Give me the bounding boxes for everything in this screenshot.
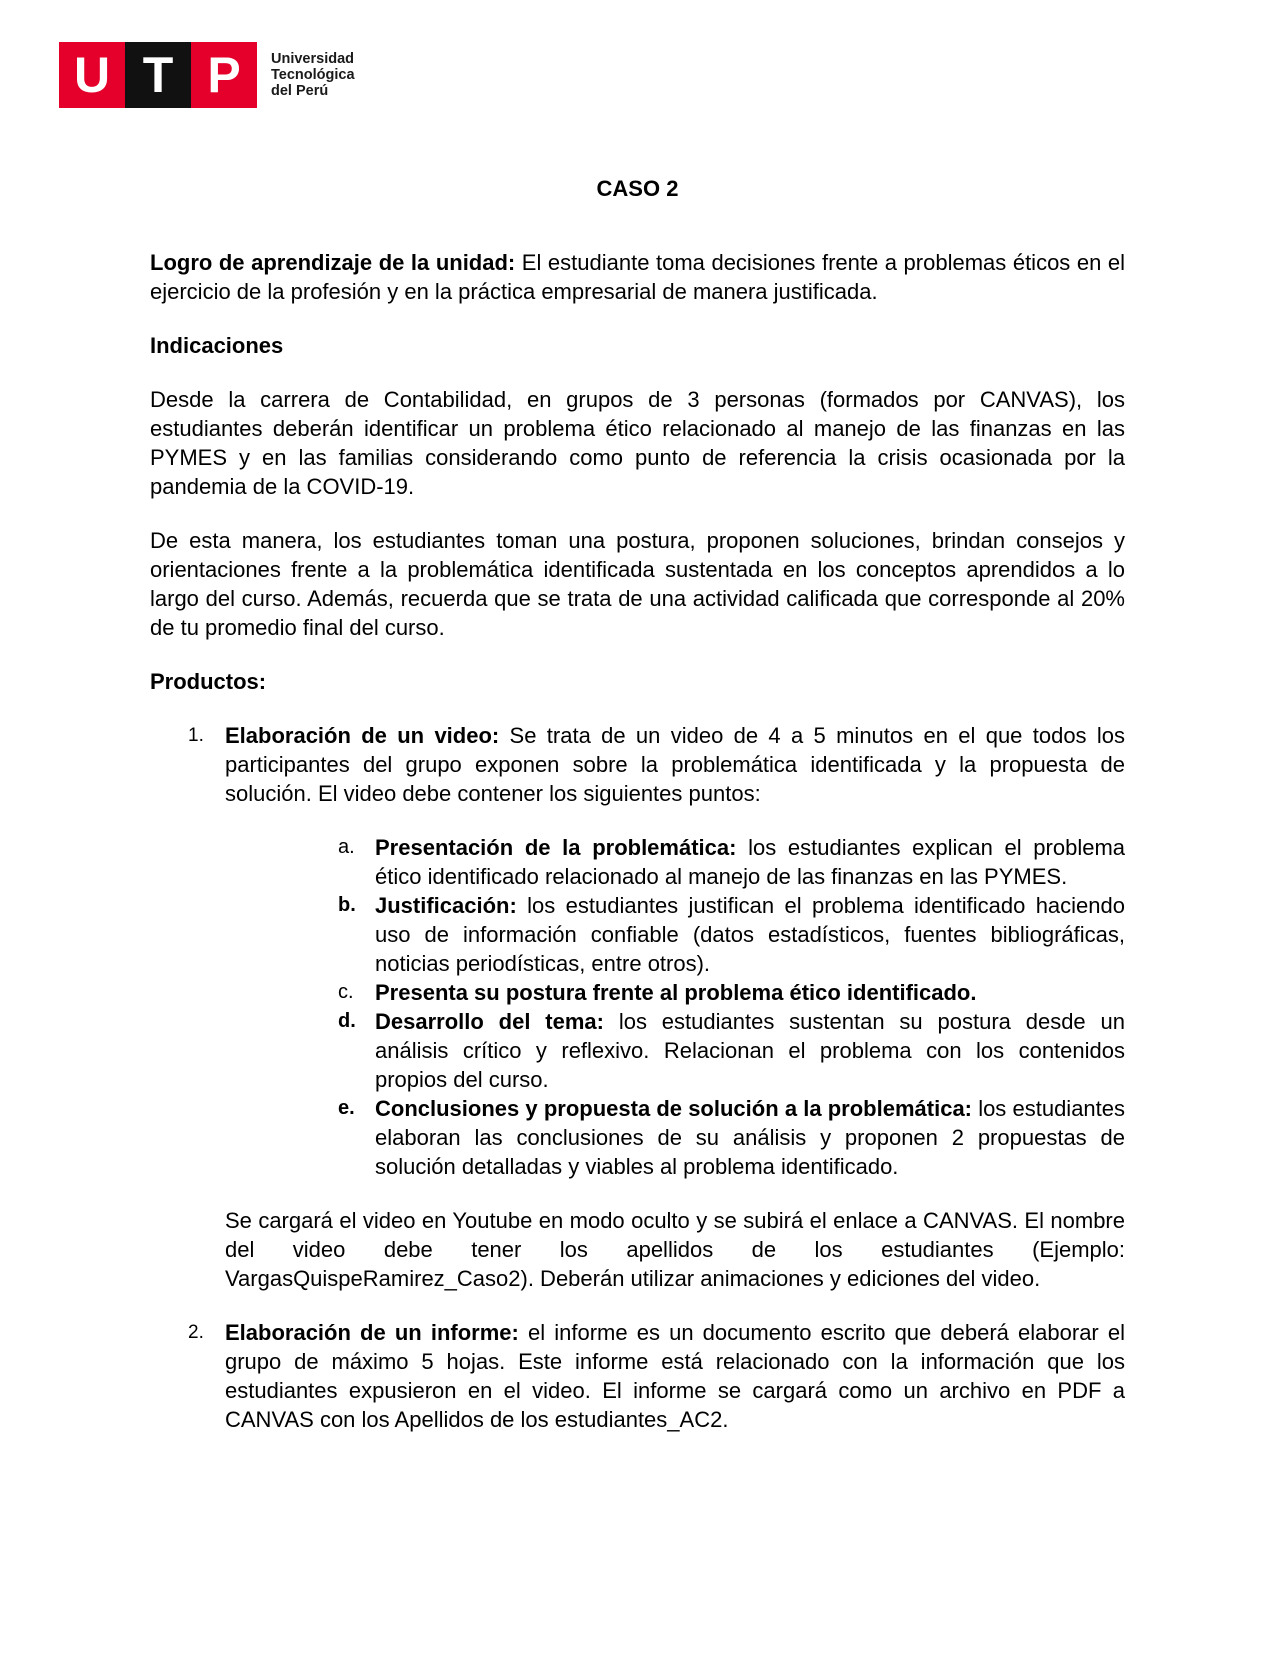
video-point-label: Conclusiones y propuesta de solución a la problemática: xyxy=(375,1096,973,1121)
video-point-desc: los estudiantes elaboran las conclusiones de su análisis y proponen 2 propuestas de solución detalladas y viables al problema identificado. xyxy=(375,1096,1126,1179)
logo-letter-p: P xyxy=(191,42,257,108)
list-letter: c. xyxy=(338,981,354,1003)
producto-item-video xyxy=(150,721,1125,1293)
video-point-b xyxy=(225,891,1125,978)
video-point-label: Presenta su postura frente al problema ético identificado. xyxy=(375,980,977,1005)
logro-text: El estudiante toma decisiones frente a problemas éticos en el ejercicio de la profesión y en la práctica empresarial de manera justificada. xyxy=(150,250,1126,304)
producto-video-text xyxy=(225,721,1125,808)
producto-video-desc: Se trata de un video de 4 a 5 minutos en el que todos los participantes del grupo exponen sobre la problemática identificada y la propuesta de solución. El video debe contener los siguientes puntos: xyxy=(225,723,1125,806)
producto-informe-desc: el informe es un documento escrito que deberá elaborar el grupo de máximo 5 hojas. Este informe está relacionado con la información que los estudiantes expusieron en el video. El informe se cargará como un archivo en PDF a CANVAS con los Apellidos de los estudiantes_AC2. xyxy=(225,1320,1125,1432)
video-point-label: Presentación de la problemática: xyxy=(375,835,737,860)
list-letter: a. xyxy=(338,836,355,858)
video-points-list xyxy=(225,833,1125,1181)
video-point-text xyxy=(375,978,1125,1007)
producto-informe-text xyxy=(225,1318,1125,1434)
video-point-label: Desarrollo del tema: xyxy=(375,1009,604,1034)
video-point-text xyxy=(375,891,1125,978)
logro-paragraph xyxy=(150,248,1125,306)
utp-logo xyxy=(59,42,355,108)
producto-informe-label: Elaboración de un informe: xyxy=(225,1320,519,1345)
university-name-line: Tecnológica xyxy=(271,67,355,83)
indicaciones-paragraph-1: Desde la carrera de Contabilidad, en grupos de 3 personas (formados por CANVAS), los estudiantes deberán identificar un problema ético relacionado al manejo de las finanzas en las PYMES y en las familias considerando como punto de referencia la crisis ocasionada por la pandemia de la COVID-19. xyxy=(150,387,1125,499)
video-point-text xyxy=(375,1094,1125,1181)
video-point-desc: los estudiantes explican el problema ético identificado relacionado al manejo de las finanzas en las PYMES. xyxy=(375,835,1126,889)
video-point-text xyxy=(375,833,1125,891)
indicaciones-heading: Indicaciones xyxy=(150,333,284,358)
indicaciones-paragraph-2: De esta manera, los estudiantes toman una postura, proponen soluciones, brindan consejos y orientaciones frente a la problemática identificada sustentada en los conceptos aprendidos a lo largo del curso. Además, recuerda que se trata de una actividad calificada que corresponde al 20% de tu promedio final del curso. xyxy=(150,528,1125,640)
university-name-line: Universidad xyxy=(271,51,354,67)
document-body xyxy=(150,174,1125,1434)
productos-list xyxy=(150,721,1125,1434)
list-letter: d. xyxy=(338,1010,356,1032)
video-point-e xyxy=(225,1094,1125,1181)
video-point-d xyxy=(225,1007,1125,1094)
producto-video-label: Elaboración de un video: xyxy=(225,723,500,748)
video-point-text xyxy=(375,1007,1125,1094)
list-letter: b. xyxy=(338,894,356,916)
logro-label: Logro de aprendizaje de la unidad: xyxy=(150,250,516,275)
video-point-a xyxy=(225,833,1125,891)
video-point-desc: los estudiantes justifican el problema identificado haciendo uso de información confiable (datos estadísticos, fuentes bibliográficas, noticias periodísticas, entre otros). xyxy=(375,893,1125,976)
productos-heading: Productos: xyxy=(150,669,267,694)
page-title: CASO 2 xyxy=(596,176,679,201)
university-name-line: del Perú xyxy=(271,83,329,99)
list-number: 1. xyxy=(188,725,204,746)
logo-letter-t: T xyxy=(125,42,191,108)
producto-item-informe xyxy=(150,1318,1125,1434)
university-name xyxy=(271,51,355,99)
video-point-label: Justificación: xyxy=(375,893,517,918)
logo-letter-u: U xyxy=(59,42,125,108)
list-letter: e. xyxy=(338,1097,355,1119)
video-point-desc: los estudiantes sustentan su postura desde un análisis crítico y reflexivo. Relacionan el problema con los contenidos propios del curso. xyxy=(375,1009,1125,1092)
list-number: 2. xyxy=(188,1322,204,1343)
video-upload-instructions: Se cargará el video en Youtube en modo oculto y se subirá el enlace a CANVAS. El nombre del video debe tener los apellidos de los estudiantes (Ejemplo: VargasQuispeRamirez_Caso2). Deberán utilizar animaciones y ediciones del video. xyxy=(225,1208,1125,1291)
logo-letters xyxy=(59,42,257,108)
video-point-c xyxy=(225,978,1125,1007)
